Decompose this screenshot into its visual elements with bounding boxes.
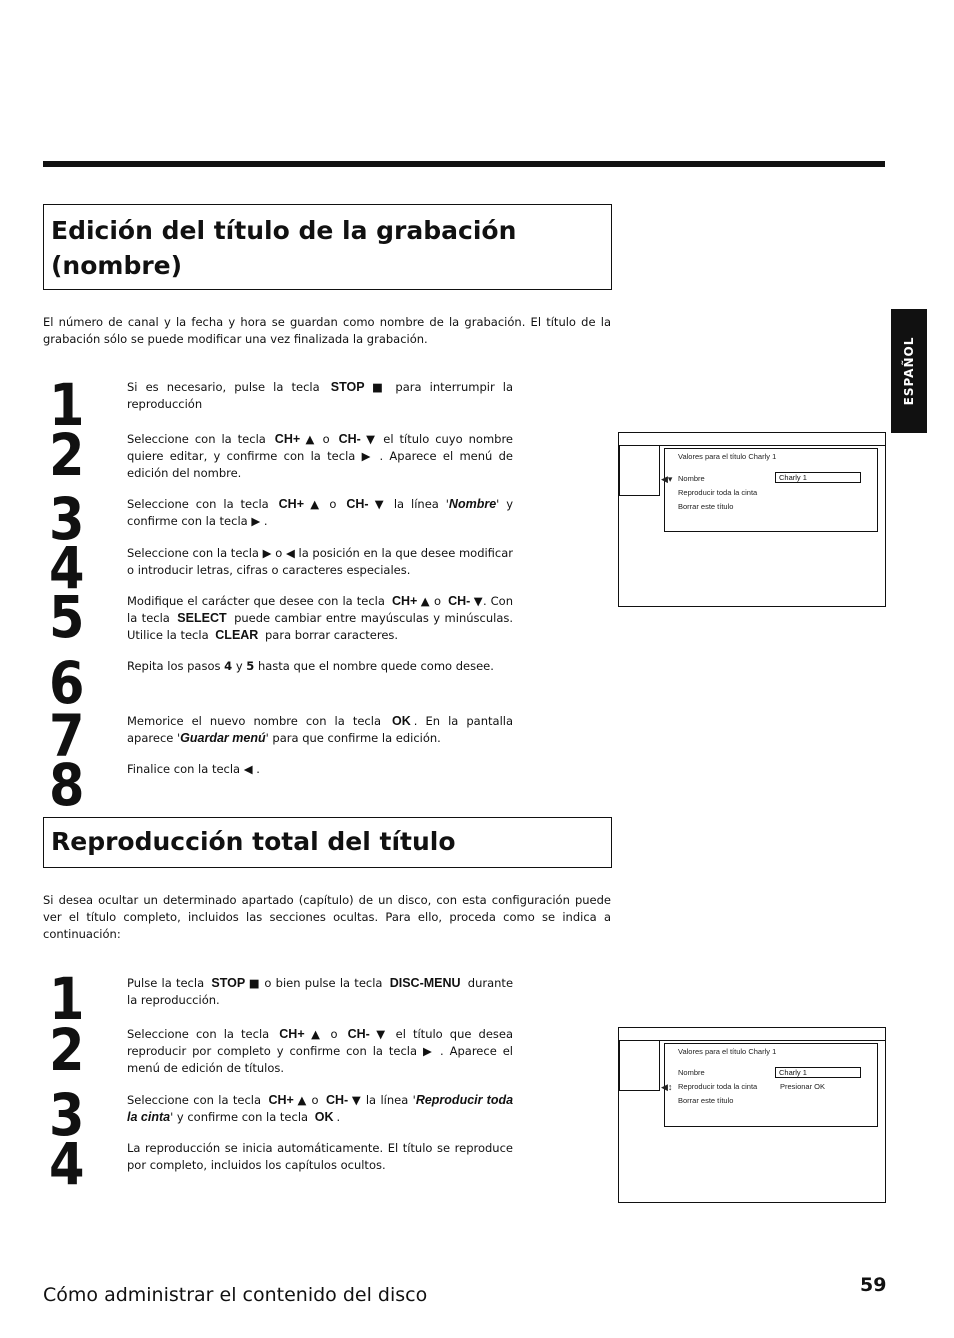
menu-row-name[interactable]: Nombre	[678, 474, 705, 483]
down-triangle-icon: ▼	[351, 1093, 362, 1107]
footer-chapter: Cómo administrar el contenido del disco	[43, 1284, 428, 1306]
right-triangle-icon: ▶	[361, 449, 374, 463]
stop-key: STOP	[330, 380, 365, 394]
menu-row-delete[interactable]: Borrar este título	[678, 502, 734, 511]
menu-header: Valores para el título Charly 1	[678, 452, 777, 461]
menu-screen-1	[618, 432, 886, 607]
step-6-text: Repita los pasos 4 y 5 hasta que el nombre quede como desee.	[127, 659, 494, 673]
step-number: 4	[49, 534, 85, 602]
name-field[interactable]: Charly 1	[775, 1067, 861, 1078]
step-number: 3	[49, 485, 85, 553]
up-triangle-icon: ▲	[303, 432, 317, 446]
section1-intro: El número de canal y la fecha y hora se guardan como nombre de la grabación. El título de la grabación sólo se puede modificar una vez finalizada la grabación.	[43, 315, 611, 346]
top-rule	[43, 161, 885, 167]
step2-4-text: La reproducción se inicia automáticamente. El título se reproduce por completo, incluidos los capítulos ocultos.	[127, 1141, 513, 1172]
step2-1-text: Pulse la tecla STOP ■ o bien pulse la tecla DISC-MENU durante la reproducción.	[127, 976, 514, 1007]
step-3-text: Seleccione con la tecla CH+ ▲ o CH- ▼ la línea 'Nombre' y confirme con la tecla ▶ .	[127, 497, 514, 528]
name-field[interactable]: Charly 1	[775, 472, 861, 483]
step-number: 7	[49, 702, 85, 770]
step-2-text: Seleccione con la tecla CH+ ▲ o CH- ▼ el título cuyo nombre quiere editar, y confirme con la tecla ▶ . Aparece el menú de edición del nombre.	[127, 432, 513, 480]
step-number: 2	[49, 1016, 85, 1084]
right-triangle-icon: ▶	[262, 546, 272, 560]
step-number: 2	[49, 421, 85, 489]
down-triangle-icon: ▼	[371, 497, 387, 511]
menu-screen-2	[618, 1027, 886, 1203]
step-number: 1	[49, 965, 85, 1033]
step-8-text: Finalice con la tecla ◀ .	[127, 762, 260, 776]
step-number: 5	[49, 583, 85, 651]
down-triangle-icon: ▼	[372, 1027, 389, 1041]
step2-3-text: Seleccione con la tecla CH+ ▲ o CH- ▼ la línea 'Reproducir toda la cinta' y confirme con la tecla OK .	[127, 1093, 514, 1124]
screen-left-box	[619, 1040, 660, 1091]
screen-left-box	[619, 445, 660, 496]
language-tab	[891, 309, 927, 433]
stop-square-icon: ■	[248, 976, 261, 990]
step-4-text: Seleccione con la tecla ▶ o ◀ la posición en la que desee modificar o introducir letras, cifras o caracteres especiales.	[127, 546, 514, 577]
step-7-text: Memorice el nuevo nombre con la tecla OK . En la pantalla aparece 'Guardar menú' para que confirme la edición.	[127, 714, 514, 745]
cursor-icon: ◀▾	[661, 474, 673, 484]
up-triangle-icon: ▲	[307, 1027, 324, 1041]
step-number: 8	[49, 751, 85, 819]
step-number: 3	[49, 1081, 85, 1149]
screen-menu-panel	[661, 448, 878, 532]
up-triangle-icon: ▲	[307, 497, 323, 511]
page-number: 59	[860, 1274, 887, 1296]
menu-row-name[interactable]: Nombre	[678, 1068, 705, 1077]
right-triangle-icon: ▶	[422, 1044, 435, 1058]
menu-row-play-all[interactable]: Reproducir toda la cinta	[678, 1082, 758, 1091]
step2-2-text: Seleccione con la tecla CH+ ▲ o CH- ▼ el título que desea reproducir por completo y confirme con la tecla ▶ . Aparece el menú de edición de títulos.	[127, 1027, 514, 1075]
down-triangle-icon: ▼	[363, 432, 378, 446]
section2-heading-box	[43, 817, 612, 868]
language-tab-label: ESPAÑOL	[902, 336, 916, 406]
up-triangle-icon: ▲	[420, 594, 430, 608]
menu-header: Valores para el título Charly 1	[678, 1047, 777, 1056]
section1-title: Edición del título de la grabación (nombre)	[51, 216, 517, 280]
left-triangle-icon: ◀	[243, 762, 253, 776]
down-triangle-icon: ▼	[473, 594, 483, 608]
menu-row-delete[interactable]: Borrar este título	[678, 1096, 734, 1105]
right-triangle-icon: ▶	[251, 514, 261, 528]
up-triangle-icon: ▲	[296, 1093, 308, 1107]
step-1-text: Si es necesario, pulse la tecla STOP ■ para interrumpir la reproducción	[127, 380, 514, 411]
section2-title: Reproducción total del título	[51, 827, 456, 856]
stop-square-icon: ■	[367, 380, 388, 394]
press-ok-hint: Presionar OK	[780, 1082, 826, 1091]
section1-heading-box	[43, 204, 612, 290]
left-triangle-icon: ◀	[285, 546, 295, 560]
step-number: 1	[49, 371, 85, 439]
step-5-text: Modifique el carácter que desee con la tecla CH+ ▲ o CH- ▼. Con la tecla SELECT puede cambiar entre mayúsculas y minúsculas. Utilice la tecla CLEAR para borrar caracteres.	[127, 594, 514, 642]
menu-row-play-all[interactable]: Reproducir toda la cinta	[678, 488, 758, 497]
step-number: 4	[49, 1130, 85, 1198]
cursor-icon: ◀↕	[661, 1082, 673, 1092]
step-number: 6	[49, 649, 85, 717]
section2-intro: Si desea ocultar un determinado apartado (capítulo) de un disco, con esta configuración puede ver el título completo, incluidos las secciones ocultas. Para ello, proceda como se indica a continuación:	[43, 893, 611, 941]
screen-menu-panel	[661, 1043, 878, 1127]
